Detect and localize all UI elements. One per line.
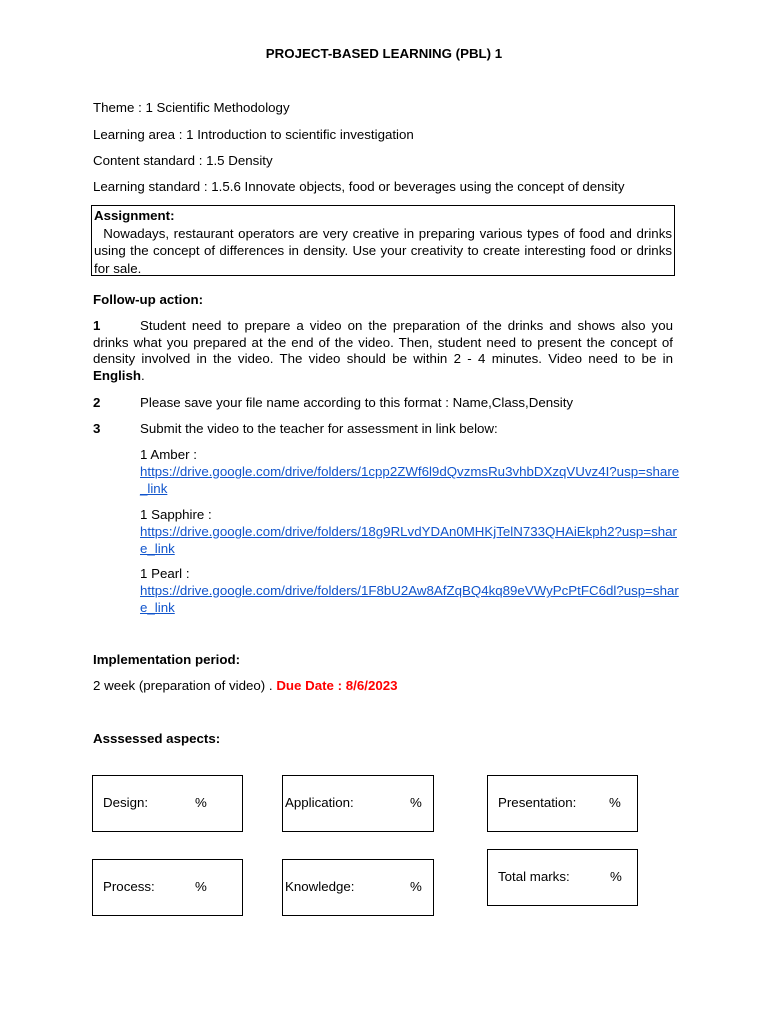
application-box bbox=[282, 775, 434, 832]
followup-item-3 bbox=[93, 421, 498, 436]
total-marks-box bbox=[487, 849, 638, 906]
implementation-heading: Implementation period: bbox=[93, 652, 241, 667]
drive-link[interactable]: https://drive.google.com/drive/folders/18g9RLvdYDAn0MHKjTelN733QHAiEkph2?usp=share_link bbox=[140, 524, 677, 556]
box-label: Process: bbox=[103, 879, 155, 894]
item-text-end: . bbox=[141, 367, 145, 383]
class-name: 1 Pearl : bbox=[140, 566, 190, 581]
theme-line: Theme : 1 Scientific Methodology bbox=[93, 100, 290, 115]
knowledge-box bbox=[282, 859, 434, 916]
box-label: Application: bbox=[285, 795, 354, 810]
box-label: Total marks: bbox=[498, 869, 570, 884]
item-text: Submit the video to the teacher for assessment in link below: bbox=[140, 421, 498, 436]
box-percent: % bbox=[609, 795, 621, 810]
class-sapphire bbox=[140, 506, 680, 557]
implementation-line bbox=[93, 678, 398, 693]
learning-area-line: Learning area : 1 Introduction to scientific investigation bbox=[93, 127, 414, 142]
due-date: Due Date : 8/6/2023 bbox=[276, 678, 398, 693]
drive-link[interactable]: https://drive.google.com/drive/folders/1F8bU2Aw8AfZqBQ4kq89eVWyPcPtFC6dl?usp=share_link bbox=[140, 583, 679, 615]
class-name: 1 Amber : bbox=[140, 447, 197, 462]
item-text: Please save your file name according to this format : Name,Class,Density bbox=[140, 395, 574, 410]
item-text-bold: English bbox=[93, 367, 142, 383]
class-pearl bbox=[140, 565, 680, 616]
item-number: 3 bbox=[93, 421, 101, 436]
item-number: 2 bbox=[93, 395, 101, 410]
box-label: Design: bbox=[103, 795, 149, 810]
class-name: 1 Sapphire : bbox=[140, 507, 212, 522]
box-percent: % bbox=[195, 879, 207, 894]
box-percent: % bbox=[195, 795, 207, 810]
implementation-text: 2 week (preparation of video) . bbox=[93, 678, 277, 693]
process-box bbox=[92, 859, 243, 916]
followup-heading: Follow-up action: bbox=[93, 292, 204, 307]
presentation-box bbox=[487, 775, 638, 832]
learning-standard-line: Learning standard : 1.5.6 Innovate objects, food or beverages using the concept of density bbox=[93, 179, 625, 194]
assessed-heading: Asssessed aspects: bbox=[93, 731, 221, 746]
box-label: Knowledge: bbox=[285, 879, 355, 894]
page-title: PROJECT-BASED LEARNING (PBL) 1 bbox=[265, 46, 503, 61]
box-percent: % bbox=[410, 795, 422, 810]
item-number: 1 bbox=[93, 318, 101, 333]
assignment-heading: Assignment: bbox=[94, 208, 175, 223]
box-percent: % bbox=[410, 879, 422, 894]
followup-item-2 bbox=[93, 395, 573, 410]
design-box bbox=[92, 775, 243, 832]
content-standard-line: Content standard : 1.5 Density bbox=[93, 153, 273, 168]
assignment-body bbox=[94, 225, 672, 278]
box-percent: % bbox=[610, 869, 622, 884]
item-text: Student need to prepare a video on the preparation of the drinks and shows also you drinks what you prepared at the end of the video. Then, student need to present the concept of density involved in the video. The video should be within 2 - 4 minutes. Video need to be in bbox=[93, 318, 673, 366]
followup-item-1 bbox=[93, 318, 673, 384]
box-label: Presentation: bbox=[498, 795, 577, 810]
assignment-box bbox=[91, 205, 675, 276]
class-amber bbox=[140, 446, 680, 497]
drive-link[interactable]: https://drive.google.com/drive/folders/1cpp2ZWf6l9dQvzmsRu3vhbDXzqVUvz4I?usp=share_link bbox=[140, 464, 680, 496]
assignment-text: Nowadays, restaurant operators are very creative in preparing various types of food and drinks using the concept of differences in density. Use your creativity to create interesting food or drinks for sale. bbox=[94, 225, 672, 276]
